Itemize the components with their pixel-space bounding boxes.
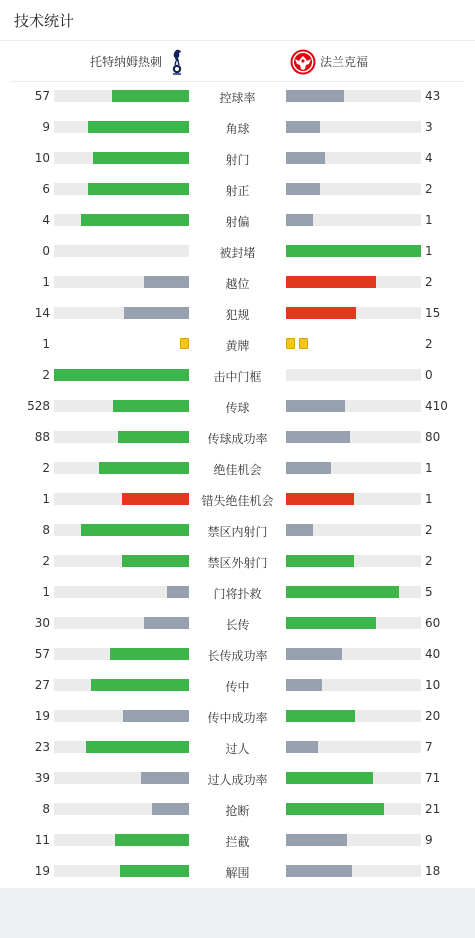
home-stat-value: 57 bbox=[34, 647, 50, 661]
stat-row bbox=[0, 205, 475, 236]
stat-row bbox=[0, 174, 475, 205]
home-stat-bar-fill bbox=[81, 214, 189, 226]
away-stat-value: 9 bbox=[425, 833, 433, 847]
yellow-card-icon bbox=[180, 338, 189, 349]
stat-label: 禁区外射门 bbox=[207, 556, 268, 570]
stat-row bbox=[0, 546, 475, 577]
away-stat-bar-fill bbox=[286, 834, 347, 846]
away-stat-bar-track bbox=[286, 245, 421, 257]
home-yellow-cards bbox=[180, 338, 189, 350]
away-stat-bar-fill bbox=[286, 679, 322, 691]
home-stat-bar-track bbox=[54, 803, 189, 815]
away-stat-value: 2 bbox=[425, 337, 433, 351]
home-stat-value: 2 bbox=[42, 368, 50, 382]
home-stat-value: 23 bbox=[34, 740, 50, 754]
away-stat-bar-track bbox=[286, 462, 421, 474]
stat-label: 越位 bbox=[225, 277, 250, 291]
stat-label: 过人 bbox=[225, 742, 250, 756]
away-stat-bar-track bbox=[286, 586, 421, 598]
away-stat-bar-fill bbox=[286, 710, 355, 722]
home-stat-bar-fill bbox=[118, 431, 189, 443]
home-stat-value: 88 bbox=[34, 430, 50, 444]
away-stat-bar-fill bbox=[286, 772, 373, 784]
away-stat-bar-fill bbox=[286, 617, 376, 629]
home-stat-value: 8 bbox=[42, 802, 50, 816]
away-stat-bar-fill bbox=[286, 307, 356, 319]
away-stat-value: 0 bbox=[425, 368, 433, 382]
stat-row bbox=[0, 515, 475, 546]
away-stat-value: 1 bbox=[425, 492, 433, 506]
away-stat-bar-track bbox=[286, 865, 421, 877]
home-stat-value: 2 bbox=[42, 554, 50, 568]
stat-row bbox=[0, 391, 475, 422]
home-stat-value: 9 bbox=[42, 120, 50, 134]
stat-label: 击中门框 bbox=[213, 370, 262, 384]
away-stat-value: 21 bbox=[425, 802, 441, 816]
home-stat-bar-track bbox=[54, 772, 189, 784]
away-stat-value: 40 bbox=[425, 647, 441, 661]
stat-label: 长传成功率 bbox=[207, 649, 268, 663]
away-stat-bar-fill bbox=[286, 90, 344, 102]
stat-row bbox=[0, 81, 475, 112]
away-team-name: 法兰克福 bbox=[320, 55, 369, 69]
stat-label: 过人成功率 bbox=[207, 773, 268, 787]
home-stat-bar-track bbox=[54, 276, 189, 288]
away-stat-bar-track bbox=[286, 369, 421, 381]
home-stat-bar-fill bbox=[91, 679, 190, 691]
stat-row bbox=[0, 484, 475, 515]
home-stat-bar-track bbox=[54, 617, 189, 629]
home-stat-bar-track bbox=[54, 431, 189, 443]
stat-row bbox=[0, 298, 475, 329]
home-stat-bar-track bbox=[54, 679, 189, 691]
home-stat-bar-fill bbox=[120, 865, 189, 877]
stat-label: 传中成功率 bbox=[207, 711, 268, 725]
away-stat-value: 20 bbox=[425, 709, 441, 723]
home-stat-value: 0 bbox=[42, 244, 50, 258]
home-stat-bar-fill bbox=[93, 152, 189, 164]
away-stat-bar-track bbox=[286, 276, 421, 288]
stat-row bbox=[0, 732, 475, 763]
away-stat-bar-track bbox=[286, 307, 421, 319]
home-stat-bar-track bbox=[54, 152, 189, 164]
home-stat-value: 19 bbox=[34, 709, 50, 723]
home-stat-bar-track bbox=[54, 307, 189, 319]
away-stat-bar-track bbox=[286, 617, 421, 629]
home-stat-bar-fill bbox=[122, 493, 190, 505]
stat-label: 控球率 bbox=[219, 91, 256, 105]
home-stat-value: 8 bbox=[42, 523, 50, 537]
away-stat-value: 1 bbox=[425, 213, 433, 227]
home-stat-bar-fill bbox=[99, 462, 189, 474]
home-stat-bar-track bbox=[54, 865, 189, 877]
home-stat-bar-track bbox=[54, 555, 189, 567]
away-stat-bar-fill bbox=[286, 183, 320, 195]
away-stat-value: 71 bbox=[425, 771, 441, 785]
home-stat-bar-fill bbox=[141, 772, 189, 784]
stat-label: 门将扑救 bbox=[213, 587, 262, 601]
away-stat-bar-fill bbox=[286, 648, 342, 660]
stat-label: 被封堵 bbox=[219, 246, 256, 260]
stat-row bbox=[0, 236, 475, 267]
away-stat-value: 60 bbox=[425, 616, 441, 630]
away-stat-bar-fill bbox=[286, 741, 318, 753]
stat-row bbox=[0, 825, 475, 856]
stat-label: 抢断 bbox=[225, 804, 250, 818]
stat-label: 长传 bbox=[225, 618, 250, 632]
home-stat-bar-fill bbox=[122, 555, 190, 567]
away-stat-bar-track bbox=[286, 183, 421, 195]
home-team-name: 托特纳姆热刺 bbox=[89, 55, 162, 69]
home-stat-value: 1 bbox=[42, 337, 50, 351]
away-stat-bar-fill bbox=[286, 245, 421, 257]
away-stat-bar-track bbox=[286, 152, 421, 164]
away-yellow-cards bbox=[286, 338, 308, 350]
away-stat-bar-track bbox=[286, 524, 421, 536]
away-stat-bar-track bbox=[286, 400, 421, 412]
home-stat-bar-track bbox=[54, 648, 189, 660]
home-stat-value: 1 bbox=[42, 585, 50, 599]
away-stat-value: 2 bbox=[425, 554, 433, 568]
yellow-card-icon bbox=[299, 338, 308, 349]
stat-label: 传球成功率 bbox=[207, 432, 268, 446]
stat-row bbox=[0, 267, 475, 298]
away-stat-bar-track bbox=[286, 834, 421, 846]
stat-row bbox=[0, 360, 475, 391]
home-stat-value: 57 bbox=[34, 89, 50, 103]
away-stat-bar-track bbox=[286, 741, 421, 753]
home-stat-value: 11 bbox=[34, 833, 50, 847]
stat-row bbox=[0, 453, 475, 484]
home-stat-bar-fill bbox=[113, 400, 189, 412]
stat-row bbox=[0, 794, 475, 825]
home-stat-value: 27 bbox=[34, 678, 50, 692]
yellow-card-icon bbox=[286, 338, 295, 349]
stat-label: 射正 bbox=[225, 184, 250, 198]
away-stat-bar-fill bbox=[286, 803, 384, 815]
stat-row bbox=[0, 701, 475, 732]
away-stat-value: 410 bbox=[425, 399, 448, 413]
away-stat-bar-fill bbox=[286, 555, 354, 567]
home-stat-bar-track bbox=[54, 834, 189, 846]
away-stat-bar-track bbox=[286, 679, 421, 691]
away-stat-bar-fill bbox=[286, 400, 345, 412]
away-stat-bar-fill bbox=[286, 493, 354, 505]
home-stat-bar-track bbox=[54, 214, 189, 226]
away-stat-value: 5 bbox=[425, 585, 433, 599]
away-stat-value: 43 bbox=[425, 89, 441, 103]
stat-label: 禁区内射门 bbox=[207, 525, 268, 539]
home-stat-value: 4 bbox=[42, 213, 50, 227]
home-stat-bar-track bbox=[54, 245, 189, 257]
stat-row bbox=[0, 763, 475, 794]
away-stat-bar-track bbox=[286, 803, 421, 815]
away-stat-value: 80 bbox=[425, 430, 441, 444]
home-stat-bar-fill bbox=[81, 524, 189, 536]
stat-label: 错失绝佳机会 bbox=[201, 494, 274, 508]
away-stat-bar-track bbox=[286, 772, 421, 784]
away-stat-bar-fill bbox=[286, 152, 325, 164]
home-stat-value: 19 bbox=[34, 864, 50, 878]
home-stat-bar-fill bbox=[112, 90, 189, 102]
title-divider bbox=[0, 40, 475, 41]
stat-label: 射偏 bbox=[225, 215, 250, 229]
home-stat-bar-fill bbox=[144, 617, 189, 629]
home-stat-bar-track bbox=[54, 462, 189, 474]
home-stat-bar-fill bbox=[144, 276, 189, 288]
away-stat-bar-track bbox=[286, 493, 421, 505]
stat-label: 黄牌 bbox=[225, 339, 250, 353]
stat-row bbox=[0, 422, 475, 453]
stat-label: 犯规 bbox=[225, 308, 250, 322]
away-stat-value: 1 bbox=[425, 244, 433, 258]
stat-row bbox=[0, 856, 475, 887]
away-stat-value: 2 bbox=[425, 523, 433, 537]
page-title: 技术统计 bbox=[14, 12, 75, 30]
away-stat-value: 3 bbox=[425, 120, 433, 134]
stat-row bbox=[0, 577, 475, 608]
away-stat-bar-fill bbox=[286, 524, 313, 536]
home-stat-bar-fill bbox=[167, 586, 190, 598]
away-stat-bar-fill bbox=[286, 865, 352, 877]
home-stat-value: 6 bbox=[42, 182, 50, 196]
away-stat-value: 1 bbox=[425, 461, 433, 475]
away-stat-value: 2 bbox=[425, 182, 433, 196]
away-stat-bar-fill bbox=[286, 586, 399, 598]
away-stat-bar-fill bbox=[286, 462, 331, 474]
home-stat-value: 2 bbox=[42, 461, 50, 475]
away-stat-bar-track bbox=[286, 431, 421, 443]
away-stat-bar-track bbox=[286, 648, 421, 660]
stat-label: 解围 bbox=[225, 866, 250, 880]
home-stat-bar-fill bbox=[88, 183, 189, 195]
stat-row bbox=[0, 639, 475, 670]
stat-label: 拦截 bbox=[225, 835, 250, 849]
eagle-crest-icon bbox=[290, 48, 316, 80]
away-stat-value: 10 bbox=[425, 678, 441, 692]
home-stat-value: 14 bbox=[34, 306, 50, 320]
away-stat-bar-track bbox=[286, 90, 421, 102]
away-stat-bar-track bbox=[286, 555, 421, 567]
away-stat-bar-fill bbox=[286, 214, 313, 226]
home-stat-bar-fill bbox=[123, 710, 189, 722]
home-stat-bar-fill bbox=[86, 741, 190, 753]
home-stat-bar-fill bbox=[54, 369, 189, 381]
home-stat-value: 10 bbox=[34, 151, 50, 165]
away-stat-value: 18 bbox=[425, 864, 441, 878]
teams-header bbox=[0, 44, 475, 80]
away-stat-value: 2 bbox=[425, 275, 433, 289]
home-stat-bar-track bbox=[54, 493, 189, 505]
home-stat-value: 1 bbox=[42, 275, 50, 289]
home-stat-bar-fill bbox=[152, 803, 189, 815]
away-stat-bar-track bbox=[286, 214, 421, 226]
home-stat-bar-fill bbox=[124, 307, 189, 319]
home-stat-bar-fill bbox=[110, 648, 189, 660]
home-stat-value: 39 bbox=[34, 771, 50, 785]
away-stat-bar-fill bbox=[286, 121, 320, 133]
stat-row bbox=[0, 670, 475, 701]
home-stat-bar-fill bbox=[115, 834, 189, 846]
stats-list bbox=[0, 81, 475, 887]
cockerel-crest-icon bbox=[167, 48, 187, 80]
stat-label: 传球 bbox=[225, 401, 250, 415]
home-stat-bar-track bbox=[54, 183, 189, 195]
home-stat-bar-track bbox=[54, 369, 189, 381]
stat-label: 射门 bbox=[225, 153, 250, 167]
stat-label: 绝佳机会 bbox=[213, 463, 262, 477]
away-stat-bar-fill bbox=[286, 431, 350, 443]
home-stat-bar-track bbox=[54, 121, 189, 133]
stat-row bbox=[0, 143, 475, 174]
away-stat-bar-track bbox=[286, 710, 421, 722]
home-stat-bar-track bbox=[54, 710, 189, 722]
stat-row bbox=[0, 329, 475, 360]
away-stat-value: 4 bbox=[425, 151, 433, 165]
home-stat-bar-track bbox=[54, 741, 189, 753]
home-stat-value: 30 bbox=[34, 616, 50, 630]
home-stat-bar-track bbox=[54, 400, 189, 412]
stat-label: 角球 bbox=[225, 122, 250, 136]
stat-row bbox=[0, 608, 475, 639]
away-stat-bar-track bbox=[286, 121, 421, 133]
stat-label: 传中 bbox=[225, 680, 250, 694]
home-stat-bar-fill bbox=[88, 121, 189, 133]
home-stat-bar-track bbox=[54, 586, 189, 598]
home-stat-value: 1 bbox=[42, 492, 50, 506]
home-stat-value: 528 bbox=[27, 399, 50, 413]
home-stat-bar-track bbox=[54, 90, 189, 102]
away-stat-bar-fill bbox=[286, 276, 376, 288]
away-stat-value: 15 bbox=[425, 306, 441, 320]
away-stat-value: 7 bbox=[425, 740, 433, 754]
home-stat-bar-track bbox=[54, 524, 189, 536]
stat-row bbox=[0, 112, 475, 143]
